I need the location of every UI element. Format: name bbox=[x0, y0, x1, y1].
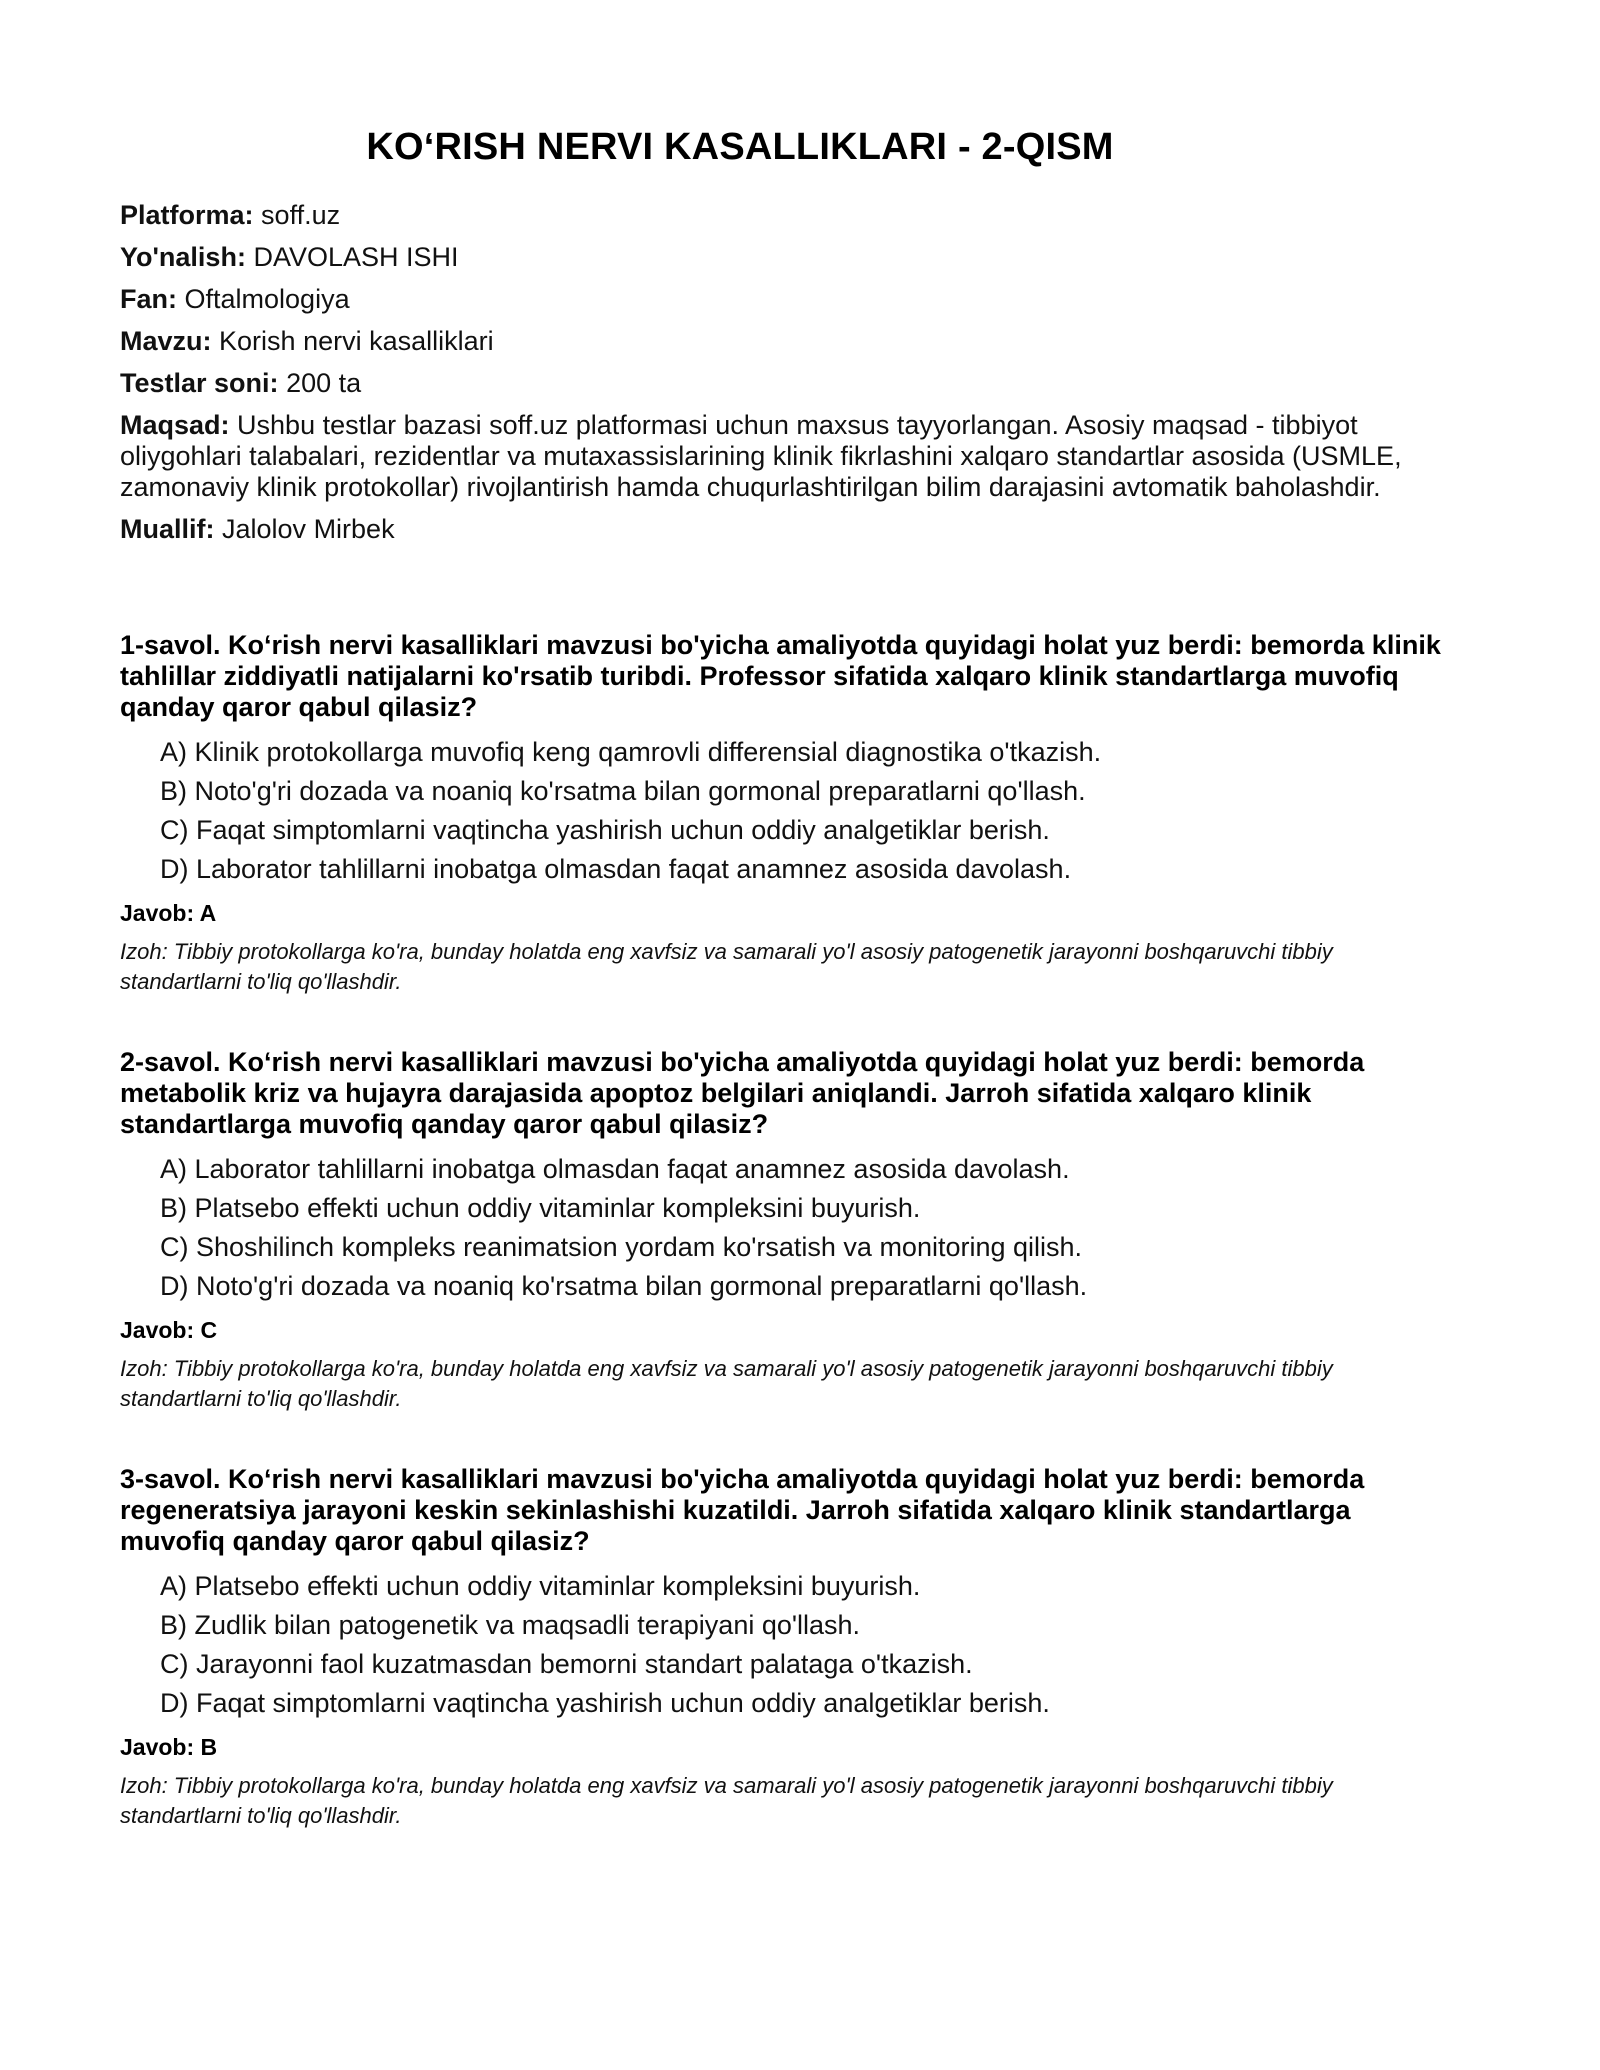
option-c: C) Faqat simptomlarni vaqtincha yashirish uchun oddiy analgetiklar berish. bbox=[160, 815, 1050, 845]
option-c: C) Jarayonni faol kuzatmasdan bemorni standart palataga o'tkazish. bbox=[160, 1649, 973, 1679]
option-a: A) Platsebo effekti uchun oddiy vitaminlar kompleksini buyurish. bbox=[160, 1571, 921, 1601]
option-a: A) Klinik protokollarga muvofiq keng qamrovli differensial diagnostika o'tkazish. bbox=[160, 737, 1102, 767]
option-b: B) Noto'g'ri dozada va noaniq ko'rsatma bilan gormonal preparatlarni qo'llash. bbox=[160, 776, 1086, 806]
questions-list bbox=[120, 630, 1460, 1831]
meta-value: soff.uz bbox=[261, 200, 341, 230]
meta-value: Oftalmologiya bbox=[184, 284, 350, 314]
meta-platform bbox=[120, 200, 1460, 231]
document-title: KO‘RISH NERVI KASALLIKLARI - 2-QISM bbox=[366, 126, 1114, 168]
meta-label: Testlar soni: bbox=[120, 368, 279, 398]
options-list bbox=[120, 737, 1460, 885]
option-d: D) Noto'g'ri dozada va noaniq ko'rsatma bilan gormonal preparatlarni qo'llash. bbox=[160, 1271, 1088, 1301]
question-text: 2-savol. Ko‘rish nervi kasalliklari mavzusi bo'yicha amaliyotda quyidagi holat yuz berdi: bemorda metabolik kriz va hujayra darajasida apoptoz belgilari aniqlandi. Jarroh sifatida xalqaro klinik standartlarga muvofiq qanday qaror qabul qilasiz? bbox=[120, 1047, 1365, 1139]
question-item bbox=[120, 1464, 1460, 1831]
option-b: B) Platsebo effekti uchun oddiy vitaminlar kompleksini buyurish. bbox=[160, 1193, 921, 1223]
meta-label: Platforma: bbox=[120, 200, 254, 230]
meta-label: Muallif: bbox=[120, 514, 215, 544]
meta-value: Jalolov Mirbek bbox=[222, 514, 395, 544]
options-list bbox=[120, 1571, 1460, 1719]
question-item bbox=[120, 1047, 1460, 1414]
meta-test-count bbox=[120, 368, 1460, 399]
meta-label: Mavzu: bbox=[120, 326, 212, 356]
meta-topic bbox=[120, 326, 1460, 357]
meta-direction bbox=[120, 242, 1460, 273]
option-b: B) Zudlik bilan patogenetik va maqsadli terapiyani qo'llash. bbox=[160, 1610, 861, 1640]
meta-purpose bbox=[120, 410, 1460, 503]
meta-label: Fan: bbox=[120, 284, 177, 314]
meta-value: DAVOLASH ISHI bbox=[253, 242, 459, 272]
options-list bbox=[120, 1154, 1460, 1302]
document-page bbox=[120, 0, 1460, 1881]
meta-label: Yo'nalish: bbox=[120, 242, 246, 272]
option-d: D) Faqat simptomlarni vaqtincha yashirish uchun oddiy analgetiklar berish. bbox=[160, 1688, 1050, 1718]
meta-label: Maqsad: bbox=[120, 410, 230, 440]
question-text: 3-savol. Ko‘rish nervi kasalliklari mavzusi bo'yicha amaliyotda quyidagi holat yuz berdi: bemorda regeneratsiya jarayoni keskin sekinlashishi kuzatildi. Jarroh sifatida xalqaro klinik standartlarga muvofiq qanday qaror qabul qilasiz? bbox=[120, 1464, 1365, 1556]
meta-author bbox=[120, 514, 1460, 545]
explanation-note: Izoh: Tibbiy protokollarga ko'ra, bunday holatda eng xavfsiz va samarali yo'l asosiy patogenetik jarayonni boshqaruvchi tibbiy standartlarni to'liq qo'llashdir. bbox=[120, 1356, 1333, 1411]
option-a: A) Laborator tahlillarni inobatga olmasdan faqat anamnez asosida davolash. bbox=[160, 1154, 1070, 1184]
option-c: C) Shoshilinch kompleks reanimatsion yordam ko'rsatish va monitoring qilish. bbox=[160, 1232, 1083, 1262]
explanation-note: Izoh: Tibbiy protokollarga ko'ra, bunday holatda eng xavfsiz va samarali yo'l asosiy patogenetik jarayonni boshqaruvchi tibbiy standartlarni to'liq qo'llashdir. bbox=[120, 939, 1333, 994]
answer-label: Javob: A bbox=[120, 900, 217, 926]
meta-value: 200 ta bbox=[286, 368, 362, 398]
meta-value: Korish nervi kasalliklari bbox=[219, 326, 494, 356]
question-item bbox=[120, 630, 1460, 997]
question-text: 1-savol. Ko‘rish nervi kasalliklari mavzusi bo'yicha amaliyotda quyidagi holat yuz berdi: bemorda klinik tahlillar ziddiyatli natijalarni ko'rsatib turibdi. Professor sifatida xalqaro klinik standartlarga muvofiq qanday qaror qabul qilasiz? bbox=[120, 630, 1441, 722]
explanation-note: Izoh: Tibbiy protokollarga ko'ra, bunday holatda eng xavfsiz va samarali yo'l asosiy patogenetik jarayonni boshqaruvchi tibbiy standartlarni to'liq qo'llashdir. bbox=[120, 1773, 1333, 1828]
meta-subject bbox=[120, 284, 1460, 315]
option-d: D) Laborator tahlillarni inobatga olmasdan faqat anamnez asosida davolash. bbox=[160, 854, 1072, 884]
answer-label: Javob: B bbox=[120, 1734, 218, 1760]
metadata-block bbox=[120, 200, 1460, 545]
answer-label: Javob: C bbox=[120, 1317, 218, 1343]
meta-value: Ushbu testlar bazasi soff.uz platformasi uchun maxsus tayyorlangan. Asosiy maqsad - tibbiyot oliygohlari talabalari, rezidentlar va mutaxassislarining klinik fikrlashini xalqaro standartlar asosida (USMLE, zamonaviy klinik protokollar) rivojlantirish hamda chuqurlashtirilgan bilim darajasini avtomatik baholashdir. bbox=[120, 410, 1402, 502]
